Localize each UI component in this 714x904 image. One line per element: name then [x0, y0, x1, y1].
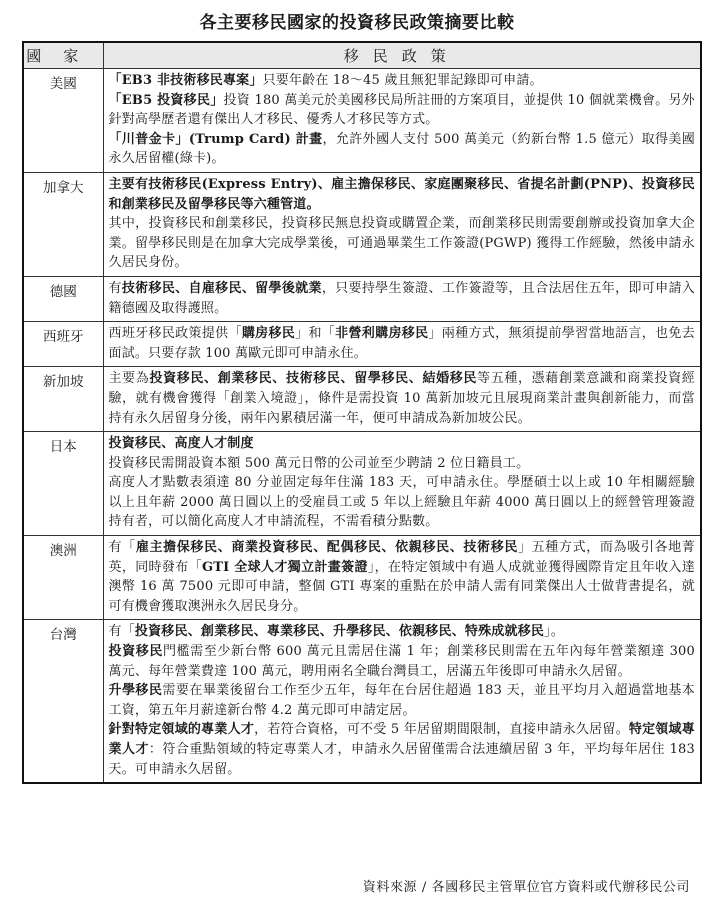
table-row: [23, 620, 701, 783]
policy-text: 等五種，憑藉創業意識和商業投資經驗，就有機會獲得「創業入境證」，條件是需投資 10 萬新加坡元且展現商業計畫與創新能力，而當持有永久居留身分後，兩年內累積居滿一年，便可申請成為新加坡公民。: [108, 371, 695, 426]
policy-highlight: 「EB3 非技術移民專案」: [108, 73, 263, 88]
policy-highlight: 「川普金卡」(Trump Card) 計畫: [108, 131, 323, 147]
policy-paragraph: [109, 130, 696, 169]
country-cell: 西班牙: [23, 322, 103, 367]
policy-paragraph: [109, 538, 696, 616]
policy-text: 其中，投資移民和創業移民，投資移民無息投資或購置企業，而創業移民則需要創辦或投資加拿大企業。留學移民則是在加拿大完成學業後，可通過畢業生工作簽證(PGWP) 獲得工作經驗，然後申請永久居民身份。: [108, 216, 695, 271]
policy-highlight: 特定領域專業人才: [108, 722, 695, 757]
policy-comparison-table: [22, 41, 702, 784]
policy-highlight: GTI 全球人才獨立計畫簽證: [201, 559, 368, 575]
source-note: 資料來源 / 各國移民主管單位官方資料或代辦移民公司: [362, 880, 690, 895]
country-cell: 日本: [23, 432, 103, 536]
policy-text: 主要為: [108, 371, 150, 387]
policy-text: ，若符合資格，可不受 5 年居留期間限制，直接申請永久居留。: [254, 722, 629, 738]
policy-highlight: 主要有技術移民(Express Entry)、雇主擔保移民、家庭團聚移民、省提名計劃(PNP)、投資移民和創業移民及留學移民等六種管道。: [108, 176, 695, 212]
policy-text: ，允許外國人支付 500 萬美元（約新台幣 1.5 億元）取得美國永久居留權(綠卡)。: [108, 131, 695, 167]
policy-paragraph: [109, 279, 696, 318]
policy-text: 有「: [108, 540, 136, 556]
policy-cell: [103, 276, 701, 321]
policy-paragraph: [109, 454, 696, 474]
policy-highlight: 投資移民、高度人才制度: [108, 436, 254, 452]
policy-text: 高度人才點數表須達 80 分並固定每年住滿 183 天，可申請永住。學歷碩士以上或 10 年相關經驗以上且年薪 2000 萬日圓以上的受雇員工或 5 年以上經驗且年薪 4000 萬日圓以上的經營管理簽證持有者，可以簡化高度人才申請流程，不需看積分點數。: [108, 475, 695, 530]
policy-text: 有「: [108, 624, 135, 640]
policy-text: 」五種方式，而為吸引各地菁英，同時發布「: [108, 540, 695, 575]
policy-text: 西班牙移民政策提供「: [108, 326, 242, 342]
policy-cell: [103, 172, 701, 276]
policy-paragraph: [109, 369, 696, 428]
policy-highlight: 投資移民、創業移民、專業移民、升學移民、依親移民、特殊成就移民: [134, 624, 545, 640]
policy-highlight: 針對特定領域的專業人才: [108, 722, 255, 738]
policy-paragraph: [109, 71, 696, 91]
country-cell: 美國: [23, 69, 103, 173]
policy-text: 」兩種方式，無須提前學習當地語言，也免去面試。只要存款 100 萬歐元即可申請永住。: [108, 326, 695, 361]
policy-highlight: 投資移民、創業移民、技術移民、留學移民、結婚移民: [149, 371, 478, 387]
table-row: [23, 69, 701, 173]
policy-cell: [103, 322, 701, 367]
table-body: [23, 69, 701, 784]
policy-highlight: 非營利購房移民: [335, 326, 429, 342]
policy-text: 投資 180 萬美元於美國移民局所註冊的方案項目，並提供 10 個就業機會。另外針對高學歷者還有傑出人才移民、優秀人才移民等方式。: [108, 92, 696, 128]
policy-text: ，只要持學生簽證、工作簽證等，且合法居住五年，即可申請入籍德國及取得護照。: [108, 280, 695, 316]
country-cell: 台灣: [23, 620, 103, 783]
policy-paragraph: [109, 720, 696, 779]
policy-paragraph: [109, 175, 696, 214]
policy-text: 」和「: [295, 326, 336, 342]
policy-cell: [103, 620, 701, 783]
policy-text: 投資移民需開設資本額 500 萬元日幣的公司並至少聘請 2 位日籍員工。: [108, 455, 530, 471]
policy-paragraph: [109, 473, 696, 532]
policy-text: ：符合重點領域的特定專業人才，申請永久居留僅需合法連續居留 3 年，平均每年居住 183 天。可申請永久居留。: [108, 742, 695, 777]
country-cell: 加拿大: [23, 172, 103, 276]
policy-text: 」。: [544, 624, 565, 640]
policy-paragraph: [109, 434, 696, 454]
policy-paragraph: [109, 214, 696, 273]
policy-paragraph: [109, 91, 696, 130]
policy-cell: [103, 432, 701, 536]
country-cell: 新加坡: [23, 367, 103, 432]
policy-highlight: 雇主擔保移民、商業投資移民、配偶移民、依親移民、技術移民: [135, 540, 518, 556]
policy-highlight: 購房移民: [241, 326, 296, 342]
policy-text: 門檻需至少新台幣 600 萬元且需居住滿 1 年；創業移民則需在五年內每年營業額達 300 萬元、每年營業費達 100 萬元，聘用兩名全職台灣員工，居滿五年後即可申請永久居留。: [108, 644, 695, 679]
table-row: [23, 322, 701, 367]
policy-text: 有: [108, 280, 122, 296]
policy-highlight: 升學移民: [108, 683, 163, 699]
policy-paragraph: [109, 622, 696, 642]
policy-text: 只要年齡在 18～45 歲且無犯罪記錄即可申請。: [262, 73, 543, 88]
table-row: [23, 432, 701, 536]
header-country: 國家: [23, 42, 103, 69]
table-header-row: [23, 42, 701, 69]
policy-paragraph: [109, 324, 696, 363]
policy-highlight: 投資移民: [108, 644, 163, 660]
policy-cell: [103, 536, 701, 620]
table-row: [23, 367, 701, 432]
policy-highlight: 「EB5 投資移民」: [108, 92, 224, 108]
country-cell: 德國: [23, 276, 103, 321]
policy-paragraph: [109, 681, 696, 720]
table-row: [23, 276, 701, 321]
policy-text: 需要在畢業後留台工作至少五年，每年在台居住超過 183 天，並且平均月入超過當地基本工資，第五年月薪達新台幣 4.2 萬元即可申請定居。: [108, 683, 695, 718]
policy-cell: [103, 69, 701, 173]
table-row: [23, 536, 701, 620]
policy-paragraph: [109, 642, 696, 681]
table-row: [23, 172, 701, 276]
policy-highlight: 技術移民、自雇移民、留學後就業: [121, 280, 322, 296]
policy-cell: [103, 367, 701, 432]
country-cell: 澳洲: [23, 536, 103, 620]
header-policy: 移民政策: [103, 42, 701, 69]
document-title: 各主要移民國家的投資移民政策摘要比較: [199, 13, 515, 33]
policy-text: 」，在特定領域中有過人成就並獲得國際肯定且年收入達澳幣 16 萬 7500 元即可申請，整個 GTI 專案的重點在於申請人需有同業傑出人士做背書提名，就可有機會獲取澳洲永久居民身分。: [108, 559, 695, 614]
